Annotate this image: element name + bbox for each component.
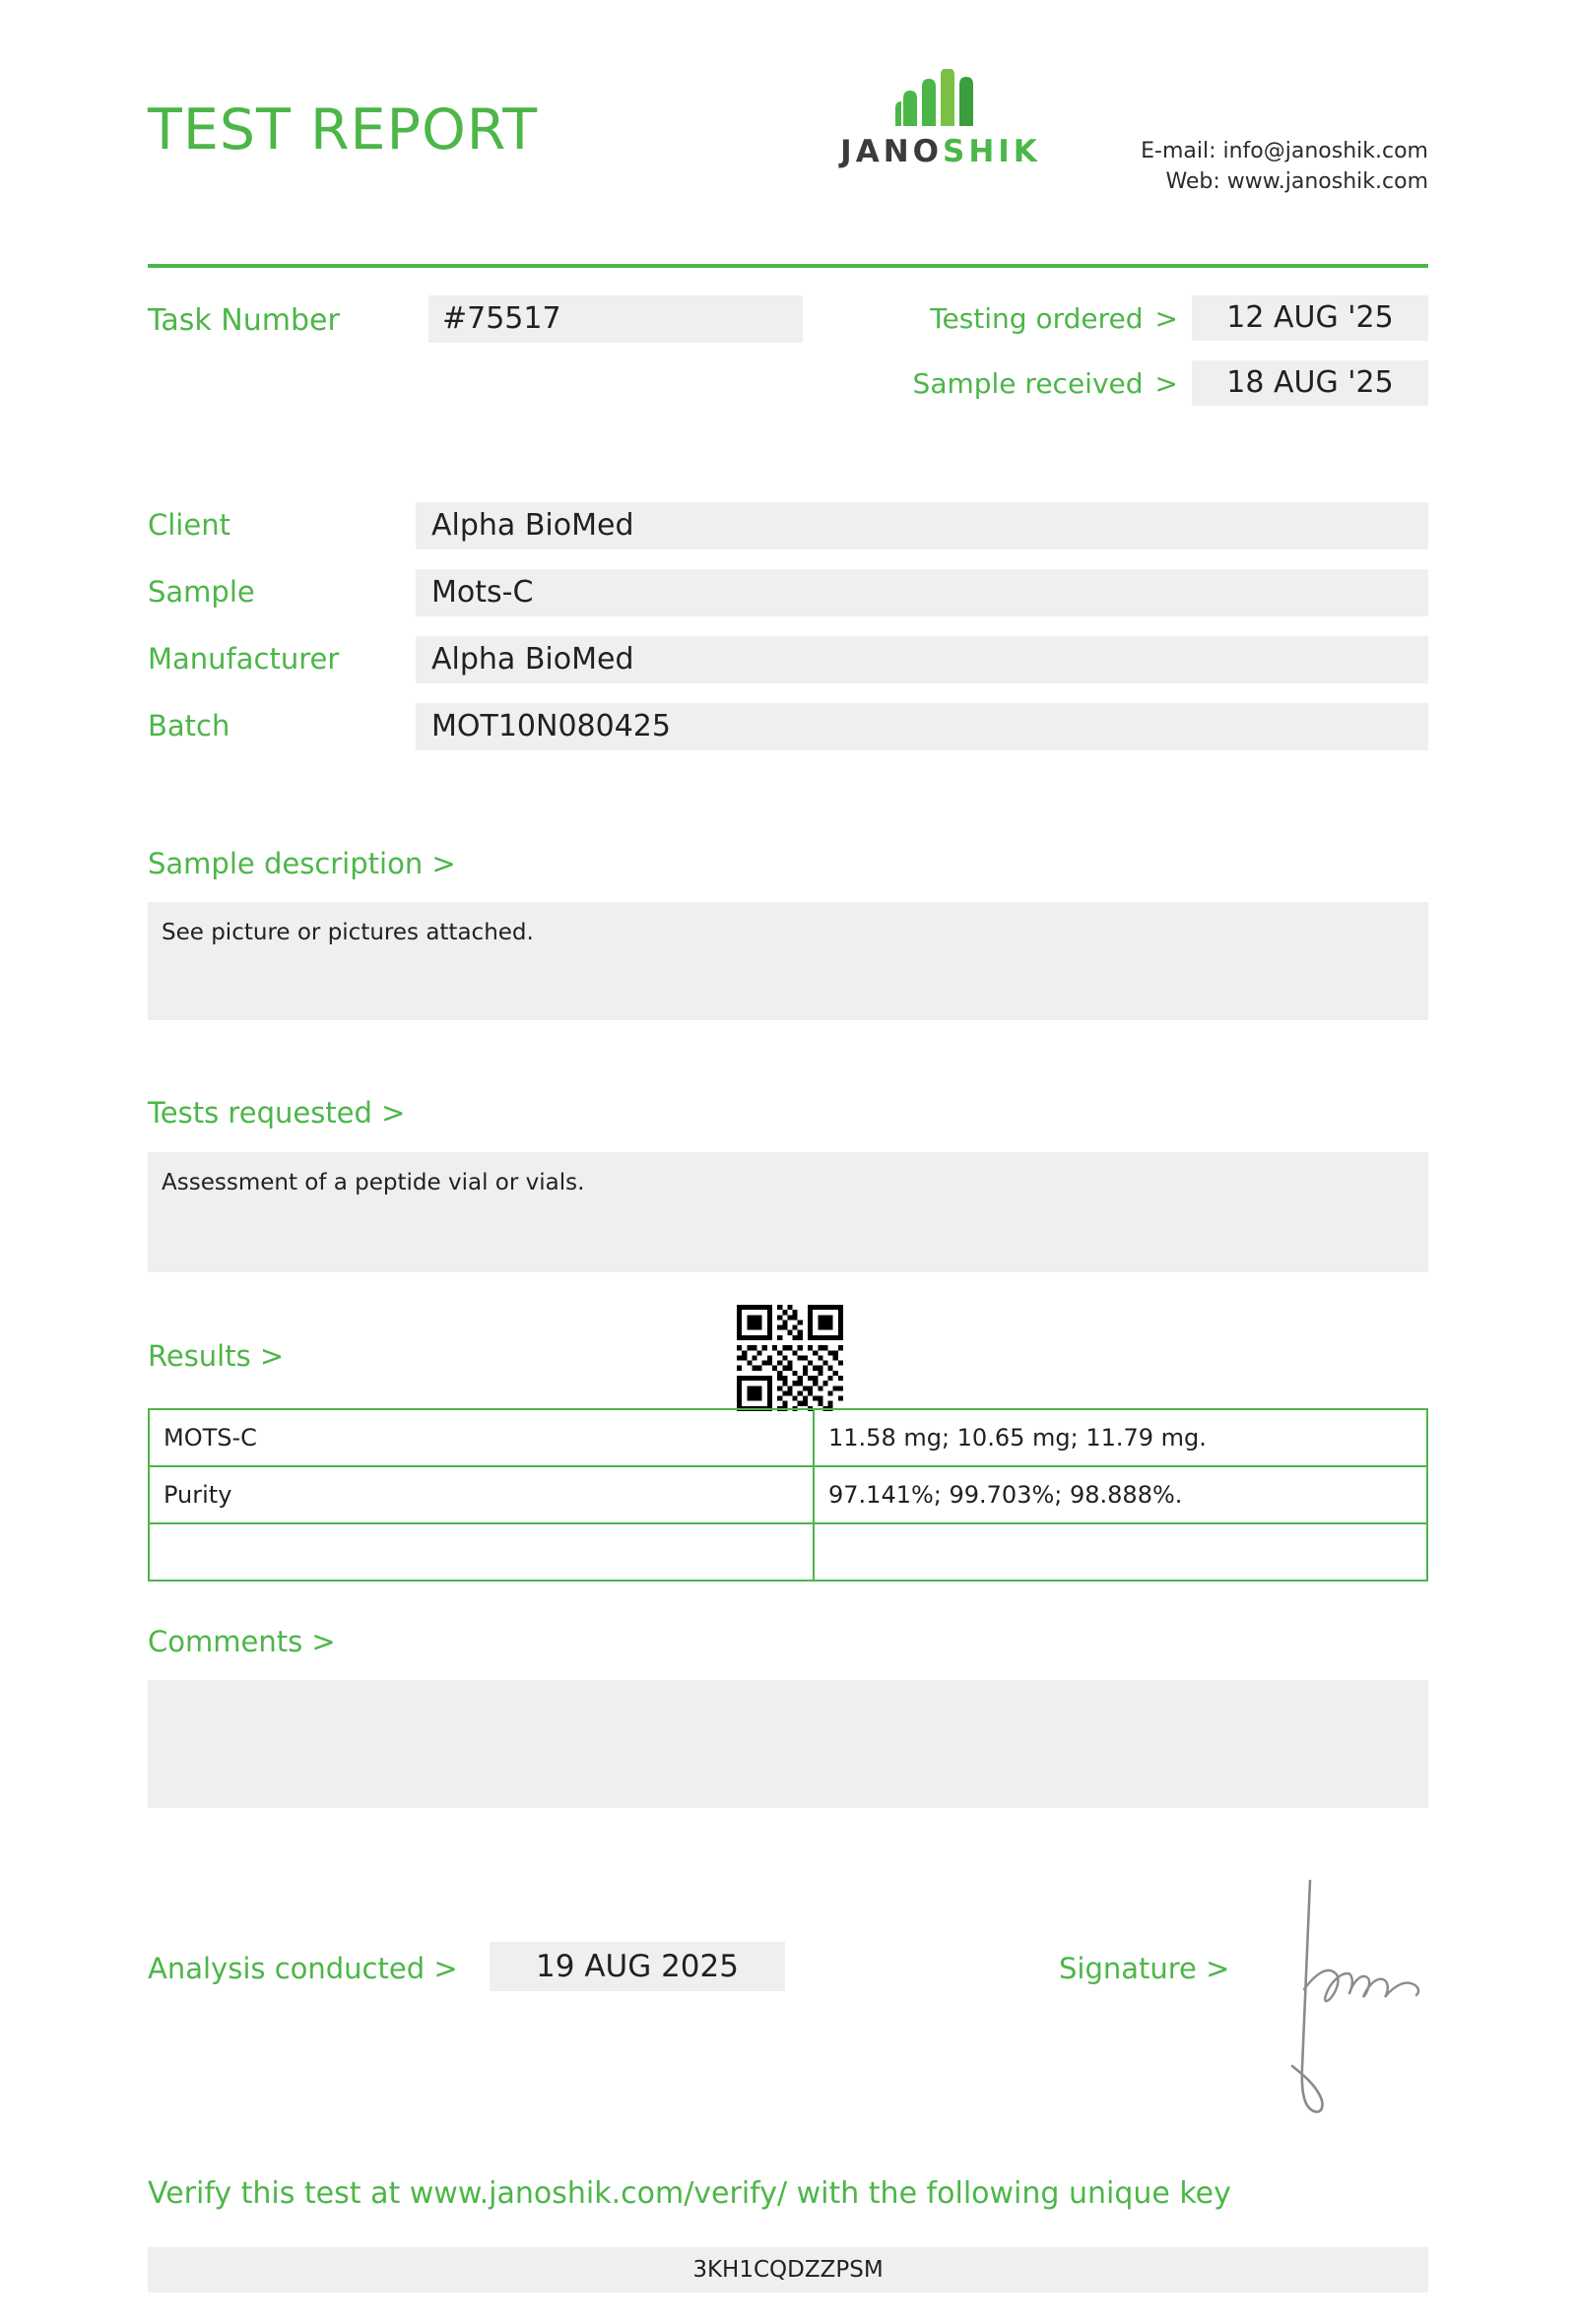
comments-title: Comments > xyxy=(148,1625,336,1658)
task-row xyxy=(148,295,1428,414)
batch-row xyxy=(148,703,1428,754)
contact-web: Web: www.janoshik.com xyxy=(1165,169,1428,195)
task-number-label: Task Number xyxy=(148,303,340,338)
header-divider xyxy=(148,264,1428,268)
sample-received-row xyxy=(913,360,1428,406)
analysis-conducted-label: Analysis conducted > xyxy=(148,1952,458,1985)
batch-label: Batch xyxy=(148,709,230,742)
result-name: MOTS-C xyxy=(149,1409,814,1466)
testing-ordered-row xyxy=(930,295,1428,341)
verify-text: Verify this test at www.janoshik.com/verify/ with the following unique key xyxy=(148,2176,1231,2211)
sample-received-label: Sample received xyxy=(912,366,1144,400)
task-number-value: #75517 xyxy=(428,295,803,343)
mountain-logo-icon xyxy=(882,69,1000,130)
result-value: 97.141%; 99.703%; 98.888%. xyxy=(814,1466,1427,1523)
comments-box xyxy=(148,1680,1428,1808)
tests-requested-box xyxy=(148,1152,1428,1272)
table-row xyxy=(149,1466,1427,1523)
contact-block xyxy=(1141,136,1428,197)
results-title: Results > xyxy=(148,1339,285,1373)
signature-label: Signature > xyxy=(1059,1952,1230,1985)
testing-ordered-arrow: > xyxy=(1154,301,1178,335)
result-name xyxy=(149,1523,814,1581)
qr-code-icon xyxy=(737,1305,843,1411)
sample-label: Sample xyxy=(148,575,255,609)
client-row xyxy=(148,502,1428,553)
logo-text-green: SHIK xyxy=(943,134,1041,169)
unique-key-value: 3KH1CQDZZPSM xyxy=(148,2247,1428,2292)
qr-code xyxy=(737,1305,843,1411)
client-label: Client xyxy=(148,508,230,542)
page-title: TEST REPORT xyxy=(148,97,539,162)
signature-image xyxy=(1280,1871,1448,2117)
testing-ordered-value: 12 AUG '25 xyxy=(1192,295,1428,341)
logo-wordmark xyxy=(827,134,1054,169)
handwritten-signature-icon xyxy=(1280,1871,1448,2117)
sample-row xyxy=(148,569,1428,620)
batch-value: MOT10N080425 xyxy=(416,703,1428,750)
manufacturer-value: Alpha BioMed xyxy=(416,636,1428,683)
info-block xyxy=(148,502,1428,770)
sample-description-text: See picture or pictures attached. xyxy=(162,920,534,945)
table-row xyxy=(149,1409,1427,1466)
logo-text-dark: JANO xyxy=(840,134,943,169)
result-value xyxy=(814,1523,1427,1581)
result-name: Purity xyxy=(149,1466,814,1523)
result-value: 11.58 mg; 10.65 mg; 11.79 mg. xyxy=(814,1409,1427,1466)
sample-received-arrow: > xyxy=(1154,366,1178,400)
table-row xyxy=(149,1523,1427,1581)
tests-requested-title: Tests requested > xyxy=(148,1096,406,1130)
report-header xyxy=(148,0,1428,197)
sample-description-title: Sample description > xyxy=(148,847,456,880)
sample-received-value: 18 AUG '25 xyxy=(1192,360,1428,406)
sample-description-box xyxy=(148,902,1428,1020)
sample-value: Mots-C xyxy=(416,569,1428,616)
janoshik-logo xyxy=(827,69,1054,169)
manufacturer-row xyxy=(148,636,1428,687)
contact-email: E-mail: info@janoshik.com xyxy=(1141,139,1428,163)
testing-ordered-label: Testing ordered xyxy=(930,301,1144,335)
results-table xyxy=(148,1408,1428,1582)
client-value: Alpha BioMed xyxy=(416,502,1428,549)
tests-requested-text: Assessment of a peptide vial or vials. xyxy=(162,1170,585,1195)
manufacturer-label: Manufacturer xyxy=(148,642,340,676)
analysis-conducted-date: 19 AUG 2025 xyxy=(490,1942,785,1991)
